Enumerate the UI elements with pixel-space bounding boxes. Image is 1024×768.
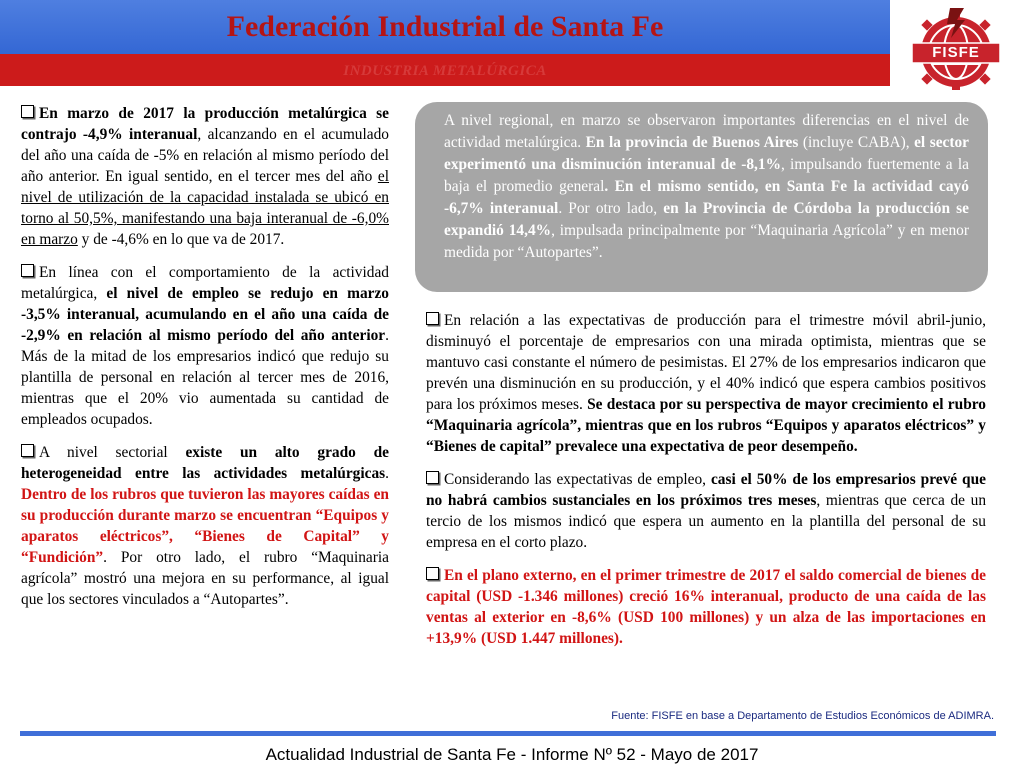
paragraph-production-expectations: En relación a las expectativas de producción para el trimestre móvil abril-junio, disminuyó el porcentaje de empresarios con una mirada optimista, mientras que se mantuvo casi constante el número de pesimistas. El 27% de los empresarios indicaron que prevén una disminución en su producción, y el 40% indicó que espera cambios positivos para los próximos meses. Se destaca por su perspectiva de mayor crecimiento el rubro “Maquinaria agrícola”, mientras que en los rubros “Equipos y aparatos eléctricos” y “Bienes de capital” prevalece una expectativa de peor desempeño.: [426, 312, 987, 455]
section-subtitle: INDUSTRIA METALÚRGICA: [343, 63, 547, 79]
paragraph-external-trade: En el plano externo, en el primer trimestre de 2017 el saldo comercial de bienes de capital (USD -1.346 millones) creció 16% interanual, producto de una caída de las ventas al exterior en -8,6% (USD 100 millones) y un alza de las importaciones en +13,9% (USD 1.447 millones).: [426, 567, 986, 647]
checkbox-bullet-icon: [21, 444, 34, 457]
regional-summary-box: [415, 102, 988, 292]
fisfe-logo: [906, 4, 1006, 90]
paragraph-employment: En línea con el comportamiento de la actividad metalúrgica, el nivel de empleo se redujo en marzo -3,5% interanual, acumulando en el año una caída de -2,9% en relación al mismo período del año anterior. Más de la mitad de los empresarios indicó que redujo su plantilla de personal en relación al tercer mes de 2016, mientras que el 20% vio aumentada su cantidad de empleados ocupados.: [21, 264, 389, 428]
paragraph-production: En marzo de 2017 la producción metalúrgica se contrajo -4,9% interanual, alcanzando en el acumulado del año una caída de -5% en relación al mismo período del año anterior. En igual sentido, en el tercer mes del año el nivel de utilización de la capacidad instalada se ubicó en torno al 50,5%, manifestando una baja interanual de -6,0% en marzo y de -4,6% en lo que va de 2017.: [21, 105, 389, 248]
source-note: Fuente: FISFE en base a Departamento de Estudios Económicos de ADIMRA.: [611, 710, 994, 722]
right-column: [426, 310, 986, 661]
checkbox-bullet-icon: [21, 264, 34, 277]
regional-summary-text: A nivel regional, en marzo se observaron importantes diferencias en el nivel de actividad metalúrgica. En la provincia de Buenos Aires (incluye CABA), el sector experimentó una disminución interanual de -8,1%, impulsando fuertemente a la baja el promedio general. En el mismo sentido, en Santa Fe la actividad cayó -6,7% interanual. Por otro lado, en la Provincia de Córdoba la producción se expandió 14,4%, impulsada principalmente por “Maquinaria Agrícola” y en menor medida por “Autopartes”.: [444, 112, 970, 261]
checkbox-bullet-icon: [21, 105, 34, 118]
page-title: Federación Industrial de Santa Fe: [226, 10, 664, 43]
checkbox-bullet-icon: [426, 567, 439, 580]
left-column: [21, 103, 389, 622]
paragraph-employment-expectations: Considerando las expectativas de empleo, casi el 50% de los empresarios prevé que no habrá cambios sustanciales en los próximos tres meses, mientras que cerca de un tercio de los mismos indicó que espera un aumento en la plantilla del personal de su empresa en el corto plazo.: [426, 471, 987, 551]
paragraph-sectorial: A nivel sectorial existe un alto grado de heterogeneidad entre las actividades metalúrgicas. Dentro de los rubros que tuvieron las mayores caídas en su producción durante marzo se encuentran “Equipos y aparatos eléctricos”, “Bienes de Capital” y “Fundición”. Por otro lado, el rubro “Maquinaria agrícola” mostró una mejora en su performance, al igual que los sectores vinculados a “Autopartes”.: [21, 444, 390, 608]
footer-report-title: Actualidad Industrial de Santa Fe - Informe Nº 52 - Mayo de 2017: [265, 745, 759, 764]
checkbox-bullet-icon: [426, 312, 439, 325]
logo-text: FISFE: [932, 44, 980, 61]
footer-divider: [20, 731, 996, 736]
checkbox-bullet-icon: [426, 471, 439, 484]
